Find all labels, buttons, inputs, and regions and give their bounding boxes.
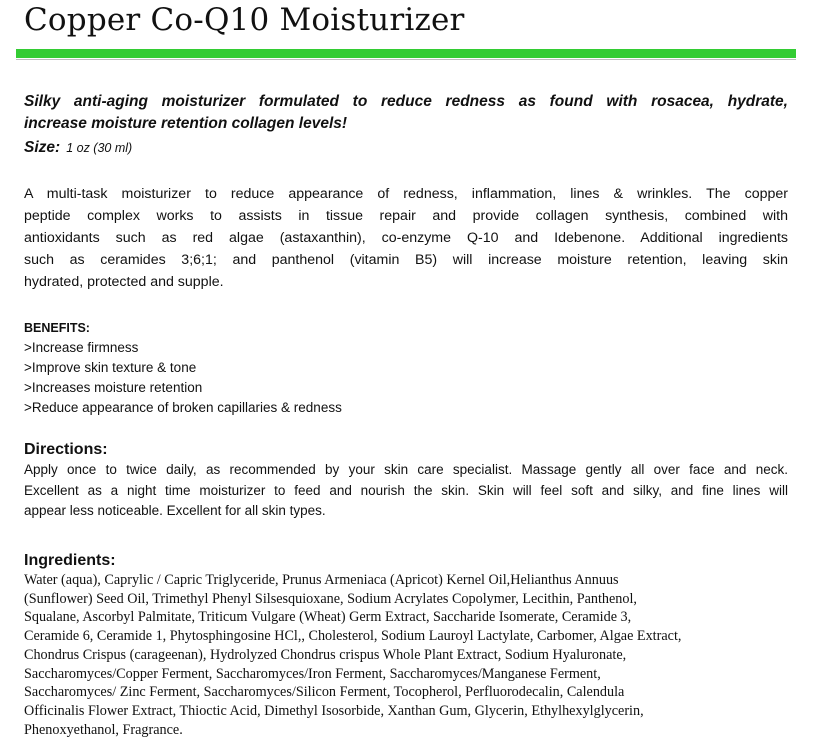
tagline-line: increase moisture retention collagen levels!: [24, 115, 348, 132]
directions-line: appear less noticeable. Excellent for all skin types.: [24, 503, 326, 518]
benefits-section: [24, 318, 788, 418]
description-line: A multi-task moisturizer to reduce appearance of redness, inflammation, lines & wrinkles. The copper: [24, 186, 788, 202]
green-bar: [16, 49, 796, 58]
grey-underline: [16, 59, 796, 60]
product-description: [24, 183, 788, 293]
description-line: peptide complex works to assists in tissue repair and provide collagen synthesis, combined with: [24, 208, 788, 224]
title-divider: [16, 49, 796, 63]
tagline-line: Silky anti-aging moisturizer formulated to reduce redness as found with rosacea, hydrate,: [24, 93, 788, 110]
benefit-item: >Reduce appearance of broken capillaries & redness: [24, 400, 342, 415]
ingredients-list: [24, 571, 794, 739]
ingredients-line: (Sunflower) Seed Oil, Trimethyl Phenyl Silsesquioxane, Sodium Acrylates Copolymer, Lecithin, Panthenol,: [24, 590, 637, 607]
benefits-heading: BENEFITS:: [24, 321, 90, 335]
size-value: 1 oz (30 ml): [66, 141, 133, 155]
directions-line: Apply once to twice daily, as recommended by your skin care specialist. Massage gently all over face and neck.: [24, 462, 788, 477]
ingredients-line: Water (aqua), Caprylic / Capric Triglyceride, Prunus Armeniaca (Apricot) Kernel Oil,Helianthus Annuus: [24, 572, 619, 588]
directions-heading: Directions:: [24, 441, 108, 458]
size-label: Size:: [24, 139, 61, 156]
tagline: [24, 91, 788, 135]
description-line: antioxidants such as red algae (astaxanthin), co-enzyme Q-10 and Idebenone. Additional ingredients: [24, 230, 788, 246]
ingredients-line: Saccharomyces/ Zinc Ferment, Saccharomyces/Silicon Ferment, Tocopherol, Perfluorodecalin, Calendula: [24, 684, 625, 701]
ingredients-heading: Ingredients:: [24, 552, 116, 569]
benefit-item: >Increase firmness: [24, 340, 139, 355]
directions-line: Excellent as a night time moisturizer to feed and nourish the skin. Skin will feel soft and silky, and fine lines will: [24, 482, 788, 498]
directions-text: [24, 460, 788, 522]
ingredients-line: Phenoxyethanol, Fragrance.: [24, 721, 183, 738]
description-line: hydrated, protected and supple.: [24, 274, 224, 290]
size-row: [24, 137, 788, 159]
product-title: Copper Co-Q10 Moisturizer: [24, 2, 465, 38]
ingredients-line: Ceramide 6, Ceramide 1, Phytosphingosine HCl,, Cholesterol, Sodium Lauroyl Lactylate, Carbomer, Algae Extract,: [24, 628, 682, 645]
ingredients-line: Chondrus Crispus (carageenan), Hydrolyzed Chondrus crispus Whole Plant Extract, Sodium Hyaluronate,: [24, 646, 627, 663]
benefit-item: >Improve skin texture & tone: [24, 360, 197, 375]
ingredients-line: Squalane, Ascorbyl Palmitate, Triticum Vulgare (Wheat) Germ Extract, Saccharide Isomerate, Ceramide 3,: [24, 609, 632, 626]
ingredients-line: Officinalis Flower Extract, Thioctic Acid, Dimethyl Isosorbide, Xanthan Gum, Glycerin, Ethylhexylglycerin,: [24, 702, 644, 719]
ingredients-line: Saccharomyces/Copper Ferment, Saccharomyces/Iron Ferment, Saccharomyces/Manganese Ferment,: [24, 665, 601, 682]
benefit-item: >Increases moisture retention: [24, 380, 203, 395]
description-line: such as ceramides 3;6;1; and panthenol (vitamin B5) will increase moisture retention, leaving skin: [24, 252, 788, 268]
